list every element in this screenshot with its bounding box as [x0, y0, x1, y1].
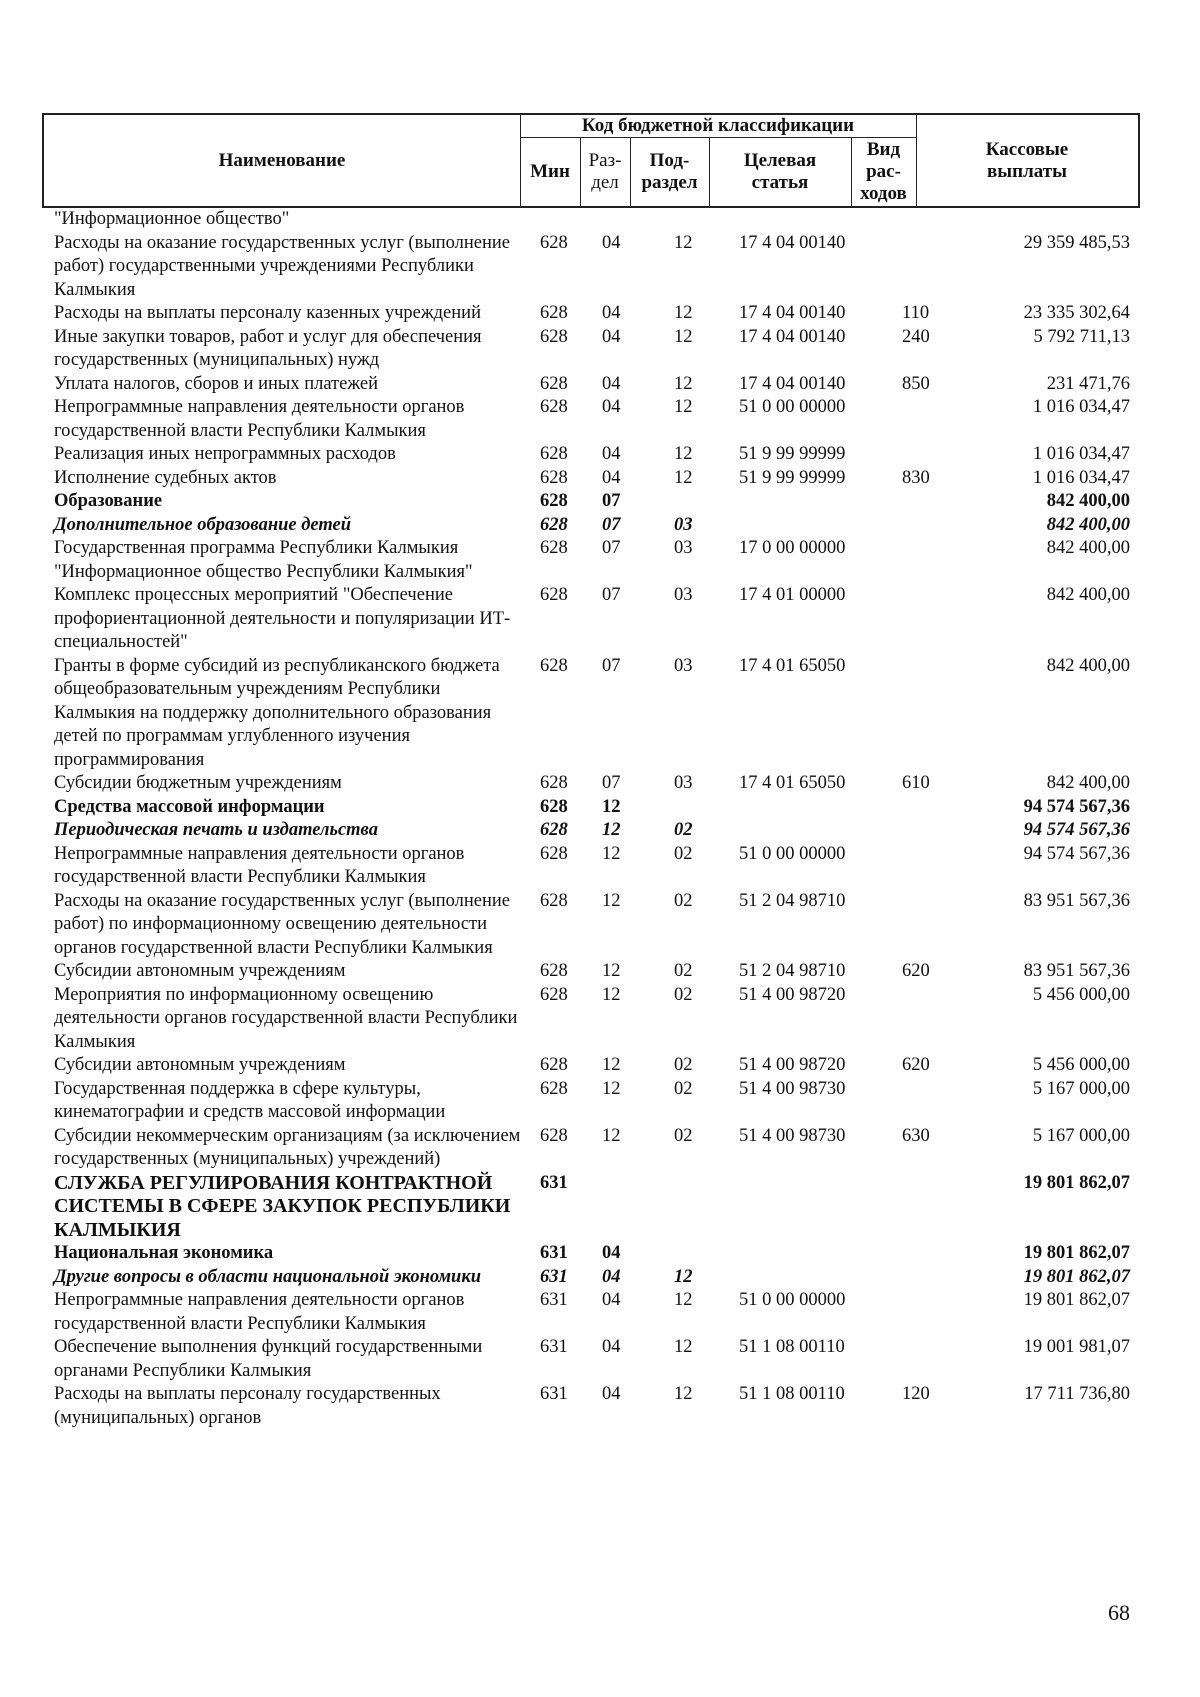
row-name: Субсидии некоммерческим организациям (за исключением государственных (муниципальных) учреждений) [54, 1125, 521, 1169]
row-podrazdel: 03 [674, 514, 693, 535]
row-razdel: 04 [602, 1266, 621, 1287]
table-row [0, 772, 1200, 796]
row-name: Комплекс процессных мероприятий "Обеспечение профориентационной деятельности и популяризации ИТ-специальностей" [54, 585, 511, 652]
row-razdel: 12 [602, 1125, 621, 1146]
row-podrazdel: 02 [674, 1055, 693, 1075]
row-razdel: 12 [602, 961, 621, 981]
table-row [0, 490, 1200, 514]
row-kassovye-vyplaty: 19 801 862,07 [1023, 1243, 1130, 1263]
header-min: Мин [530, 160, 570, 182]
row-min: 628 [540, 1055, 568, 1075]
row-min: 628 [540, 984, 568, 1005]
row-razdel: 04 [602, 397, 621, 417]
row-podrazdel: 02 [674, 984, 693, 1005]
row-podrazdel: 03 [674, 773, 693, 793]
row-razdel: 04 [602, 303, 621, 323]
row-razdel: 04 [602, 373, 621, 394]
row-name: Мероприятия по информационному освещению деятельности органов государственной власти Республики Калмыкия [54, 984, 518, 1052]
row-kassovye-vyplaty: 842 400,00 [1046, 655, 1130, 676]
row-name: Непрограммные направления деятельности органов государственной власти Республики Калмыкия [54, 843, 465, 887]
row-min: 628 [540, 326, 568, 347]
row-kassovye-vyplaty: 5 167 000,00 [1032, 1125, 1130, 1146]
row-kassovye-vyplaty: 19 801 862,07 [1023, 1290, 1130, 1310]
row-razdel: 04 [602, 1290, 621, 1310]
row-vid-rashodov: 620 [902, 961, 930, 981]
table-row [0, 1266, 1200, 1290]
row-razdel: 12 [602, 1078, 621, 1099]
row-min: 631 [540, 1172, 568, 1193]
row-name: Непрограммные направления деятельности органов государственной власти Республики Калмыкия [54, 397, 465, 441]
row-celevaya-statya: 17 4 04 00140 [739, 232, 846, 253]
table-row [0, 1125, 1200, 1172]
row-celevaya-statya: 51 4 00 98730 [739, 1125, 846, 1146]
row-min: 628 [540, 961, 568, 981]
row-kassovye-vyplaty: 842 400,00 [1046, 491, 1130, 511]
row-celevaya-statya: 51 4 00 98720 [739, 1055, 846, 1075]
row-kassovye-vyplaty: 1 016 034,47 [1032, 397, 1130, 417]
row-podrazdel: 02 [674, 820, 693, 840]
row-name: "Информационное общество" [54, 209, 290, 229]
row-name: Иные закупки товаров, работ и услуг для обеспечения государственных (муниципальных) нужд [54, 326, 482, 370]
row-podrazdel: 12 [674, 1266, 693, 1287]
table-row [0, 326, 1200, 373]
header-podrazdel: Под- раздел [641, 149, 698, 193]
row-razdel: 12 [602, 820, 621, 840]
row-celevaya-statya: 51 4 00 98720 [739, 984, 846, 1005]
row-razdel: 07 [602, 585, 621, 605]
row-kassovye-vyplaty: 94 574 567,36 [1023, 843, 1130, 864]
row-name: Гранты в форме субсидий из республиканского бюджета общеобразовательным учреждениям Республики Калмыкия на поддержку дополнительного образования детей по программам углубленного изучения программирования [54, 655, 500, 770]
table-row [0, 655, 1200, 773]
header-name: Наименование [218, 149, 346, 171]
row-name: СЛУЖБА РЕГУЛИРОВАНИЯ КОНТРАКТНОЙ СИСТЕМЫ В СФЕРЕ ЗАКУПОК РЕСПУБЛИКИ КАЛМЫКИЯ [54, 1171, 511, 1241]
row-celevaya-statya: 51 2 04 98710 [739, 890, 846, 911]
row-kassovye-vyplaty: 842 400,00 [1046, 538, 1130, 558]
row-kassovye-vyplaty: 19 801 862,07 [1023, 1172, 1130, 1193]
row-name: Образование [54, 491, 163, 511]
row-name: Субсидии автономным учреждениям [54, 961, 346, 981]
row-podrazdel: 03 [674, 585, 693, 605]
row-razdel: 12 [602, 796, 621, 817]
table-row [0, 960, 1200, 984]
row-podrazdel: 03 [674, 538, 693, 558]
table-row [0, 232, 1200, 303]
row-min: 628 [540, 514, 568, 535]
row-min: 628 [540, 303, 568, 323]
row-podrazdel: 02 [674, 1125, 693, 1146]
row-podrazdel: 12 [674, 326, 693, 347]
row-vid-rashodov: 610 [902, 773, 930, 793]
row-min: 628 [540, 444, 568, 464]
table-row [0, 796, 1200, 820]
row-min: 628 [540, 1125, 568, 1146]
row-razdel: 04 [602, 1384, 621, 1404]
table-row [0, 1172, 1200, 1243]
row-kassovye-vyplaty: 231 471,76 [1046, 373, 1130, 394]
row-name: Субсидии автономным учреждениям [54, 1055, 346, 1075]
table-row [0, 1054, 1200, 1078]
row-kassovye-vyplaty: 5 456 000,00 [1032, 1055, 1130, 1075]
row-razdel: 07 [602, 655, 621, 676]
row-podrazdel: 02 [674, 1078, 693, 1099]
row-razdel: 04 [602, 232, 621, 253]
row-kassovye-vyplaty: 5 167 000,00 [1032, 1078, 1130, 1099]
row-name: Средства массовой информации [54, 796, 325, 817]
row-celevaya-statya: 17 4 01 00000 [739, 585, 846, 605]
row-name: Другие вопросы в области национальной экономики [54, 1266, 482, 1287]
row-celevaya-statya: 51 9 99 99999 [739, 444, 846, 464]
row-vid-rashodov: 630 [902, 1125, 930, 1146]
row-min: 628 [540, 397, 568, 417]
table-row [0, 373, 1200, 397]
table-body [0, 208, 1200, 1430]
row-kassovye-vyplaty: 83 951 567,36 [1023, 961, 1130, 981]
row-razdel: 12 [602, 843, 621, 864]
row-name: Расходы на выплаты персоналу казенных учреждений [54, 303, 481, 323]
table-row [0, 443, 1200, 467]
table-row [0, 890, 1200, 961]
row-vid-rashodov: 240 [902, 326, 930, 347]
row-celevaya-statya: 17 4 01 65050 [739, 773, 846, 793]
row-min: 628 [540, 232, 568, 253]
row-celevaya-statya: 51 0 00 00000 [739, 397, 846, 417]
table-row [0, 843, 1200, 890]
row-podrazdel: 03 [674, 655, 693, 676]
row-razdel: 04 [602, 326, 621, 347]
row-podrazdel: 12 [674, 373, 693, 394]
row-podrazdel: 12 [674, 1337, 693, 1357]
row-celevaya-statya: 17 4 01 65050 [739, 655, 846, 676]
row-min: 628 [540, 467, 568, 488]
table-row [0, 984, 1200, 1055]
row-razdel: 07 [602, 538, 621, 558]
row-kassovye-vyplaty: 17 711 736,80 [1024, 1384, 1130, 1404]
row-razdel: 12 [602, 984, 621, 1005]
row-kassovye-vyplaty: 5 456 000,00 [1032, 984, 1130, 1005]
row-podrazdel: 12 [674, 444, 693, 464]
row-min: 628 [540, 655, 568, 676]
row-name: Исполнение судебных актов [54, 467, 277, 488]
row-kassovye-vyplaty: 23 335 302,64 [1023, 303, 1130, 323]
row-min: 628 [540, 1078, 568, 1099]
row-name: Государственная поддержка в сфере культуры, кинематографии и средств массовой информации [54, 1078, 446, 1122]
row-razdel: 04 [602, 444, 621, 464]
row-podrazdel: 12 [674, 303, 693, 323]
row-podrazdel: 12 [674, 232, 693, 253]
table-row [0, 208, 1200, 232]
row-podrazdel: 12 [674, 1290, 693, 1310]
table-row [0, 396, 1200, 443]
table-row [0, 1383, 1200, 1430]
row-celevaya-statya: 17 0 00 00000 [739, 538, 846, 558]
row-kassovye-vyplaty: 842 400,00 [1046, 514, 1130, 535]
row-min: 631 [540, 1243, 568, 1263]
row-razdel: 12 [602, 1055, 621, 1075]
row-vid-rashodov: 850 [902, 373, 930, 394]
row-celevaya-statya: 51 4 00 98730 [739, 1078, 846, 1099]
row-kassovye-vyplaty: 5 792 711,13 [1033, 326, 1130, 347]
row-razdel: 04 [602, 467, 621, 488]
table-row [0, 1336, 1200, 1383]
row-kassovye-vyplaty: 1 016 034,47 [1032, 444, 1130, 464]
row-podrazdel: 02 [674, 890, 693, 911]
table-row [0, 1289, 1200, 1336]
row-kassovye-vyplaty: 94 574 567,36 [1023, 820, 1130, 840]
row-name: Расходы на оказание государственных услуг (выполнение работ) по информационному освещению деятельности органов государственной власти Республики Калмыкия [54, 890, 511, 958]
row-kassovye-vyplaty: 94 574 567,36 [1023, 796, 1130, 817]
row-vid-rashodov: 120 [902, 1384, 930, 1404]
row-name: Расходы на оказание государственных услуг (выполнение работ) государственными учреждениями Республики Калмыкия [54, 232, 511, 300]
row-min: 628 [540, 843, 568, 864]
row-min: 628 [540, 820, 568, 840]
row-celevaya-statya: 51 9 99 99999 [739, 467, 846, 488]
row-kassovye-vyplaty: 19 801 862,07 [1023, 1266, 1130, 1287]
row-podrazdel: 02 [674, 843, 693, 864]
row-min: 631 [540, 1384, 568, 1404]
row-razdel: 07 [602, 773, 621, 793]
row-celevaya-statya: 51 0 00 00000 [739, 1290, 846, 1310]
row-vid-rashodov: 830 [902, 467, 930, 488]
row-kassovye-vyplaty: 83 951 567,36 [1023, 890, 1130, 911]
row-name: Субсидии бюджетным учреждениям [54, 773, 342, 793]
row-celevaya-statya: 17 4 04 00140 [739, 303, 846, 323]
row-podrazdel: 12 [674, 467, 693, 488]
row-min: 631 [540, 1290, 568, 1310]
row-razdel: 12 [602, 890, 621, 911]
table-row [0, 584, 1200, 655]
row-kassovye-vyplaty: 842 400,00 [1046, 773, 1130, 793]
header-celevaya: Целевая статья [743, 149, 817, 193]
row-min: 631 [540, 1337, 568, 1357]
row-min: 628 [540, 773, 568, 793]
row-min: 628 [540, 585, 568, 605]
row-kassovye-vyplaty: 19 001 981,07 [1023, 1337, 1130, 1357]
row-kassovye-vyplaty: 29 359 485,53 [1023, 232, 1130, 253]
table-row [0, 1242, 1200, 1266]
row-vid-rashodov: 620 [902, 1055, 930, 1075]
row-min: 628 [540, 796, 568, 817]
header-kassa: Кассовые выплаты [985, 138, 1069, 182]
table-row [0, 819, 1200, 843]
row-podrazdel: 12 [674, 1384, 693, 1404]
header-vid: Вид рас- ходов [860, 138, 907, 204]
row-name: Расходы на выплаты персоналу государственных (муниципальных) органов [54, 1384, 441, 1428]
table-row [0, 467, 1200, 491]
page-number: 68 [1108, 1600, 1130, 1625]
row-celevaya-statya: 51 1 08 00110 [739, 1337, 845, 1357]
table-header [42, 113, 1140, 208]
row-razdel: 04 [602, 1243, 621, 1263]
header-code-group: Код бюджетной классификации [581, 115, 855, 136]
row-celevaya-statya: 51 1 08 00110 [739, 1384, 845, 1404]
row-celevaya-statya: 17 4 04 00140 [739, 326, 846, 347]
row-kassovye-vyplaty: 842 400,00 [1046, 585, 1130, 605]
row-podrazdel: 12 [674, 397, 693, 417]
row-name: Непрограммные направления деятельности органов государственной власти Республики Калмыкия [54, 1290, 465, 1334]
header-razdel: Раз- дел [588, 149, 622, 193]
row-celevaya-statya: 51 2 04 98710 [739, 961, 846, 981]
row-name: Государственная программа Республики Калмыкия "Информационное общество Республики Калмыкия" [54, 538, 473, 582]
row-name: Национальная экономика [54, 1243, 274, 1263]
table-row [0, 302, 1200, 326]
row-kassovye-vyplaty: 1 016 034,47 [1032, 467, 1130, 488]
row-min: 631 [540, 1266, 568, 1287]
table-row [0, 1078, 1200, 1125]
row-vid-rashodov: 110 [902, 303, 930, 323]
row-razdel: 07 [602, 491, 621, 511]
row-min: 628 [540, 373, 568, 394]
row-name: Дополнительное образование детей [54, 514, 352, 535]
row-name: Обеспечение выполнения функций государственными органами Республики Калмыкия [54, 1337, 483, 1381]
row-celevaya-statya: 51 0 00 00000 [739, 843, 846, 864]
table-row [0, 537, 1200, 584]
row-name: Реализация иных непрограммных расходов [54, 444, 396, 464]
row-min: 628 [540, 491, 568, 511]
row-podrazdel: 02 [674, 961, 693, 981]
table-row [0, 514, 1200, 538]
row-name: Периодическая печать и издательства [54, 820, 378, 840]
row-celevaya-statya: 17 4 04 00140 [739, 373, 846, 394]
row-min: 628 [540, 890, 568, 911]
row-min: 628 [540, 538, 568, 558]
row-razdel: 04 [602, 1337, 621, 1357]
row-name: Уплата налогов, сборов и иных платежей [54, 373, 379, 394]
row-razdel: 07 [602, 514, 621, 535]
